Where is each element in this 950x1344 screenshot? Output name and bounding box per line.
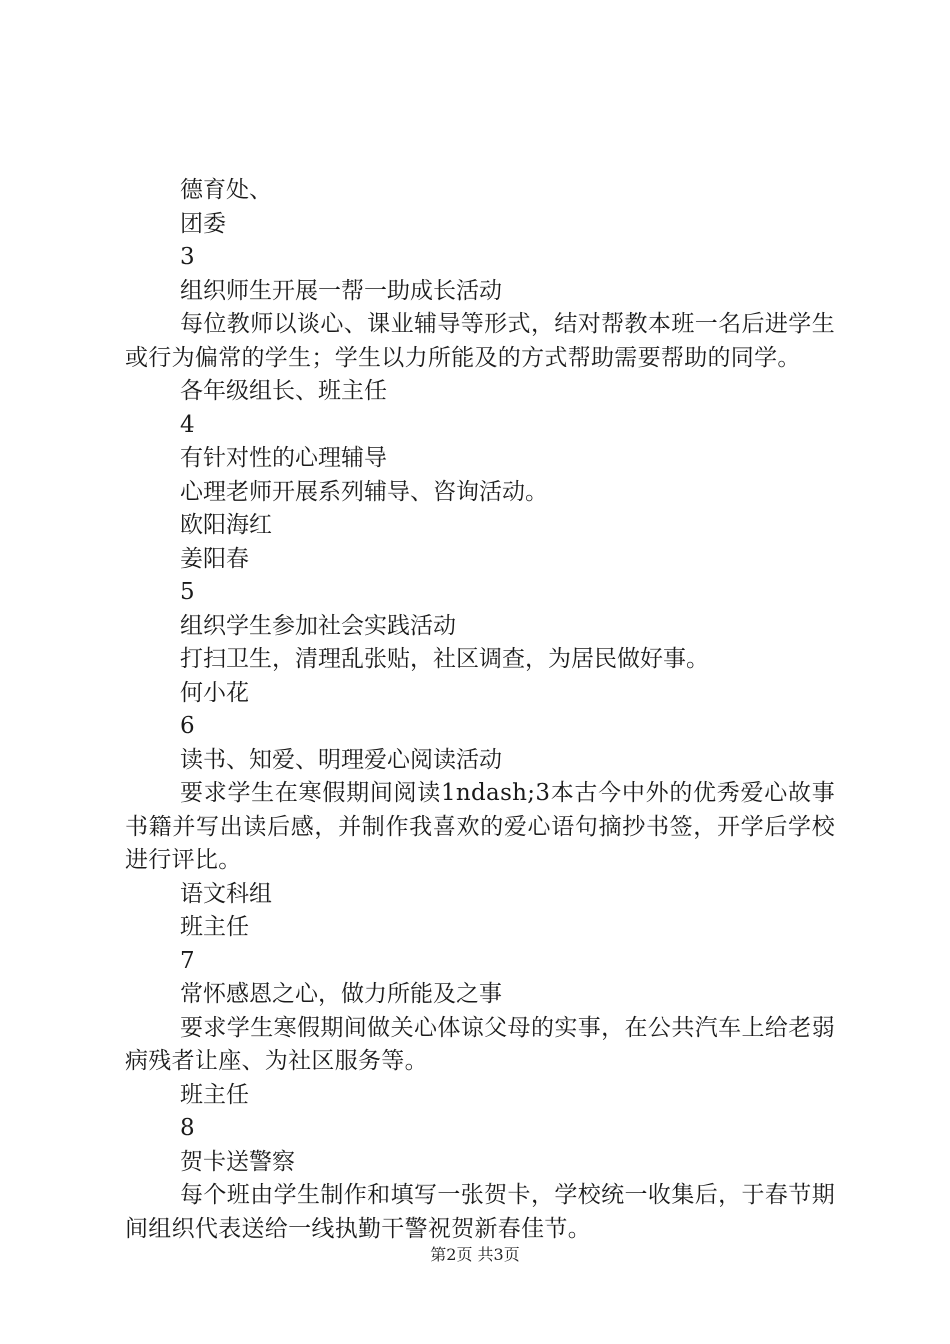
activity-title: 读书、知爱、明理爱心阅读活动 bbox=[180, 746, 502, 773]
responsible-person: 各年级组长、班主任 bbox=[180, 378, 387, 404]
page-footer: 第2页 共3页 bbox=[430, 1245, 520, 1264]
responsible-person: 班主任 bbox=[180, 914, 249, 940]
activity-description: 打扫卫生，清理乱张贴，社区调查，为居民做好事。 bbox=[180, 646, 709, 672]
activity-title: 组织学生参加社会实践活动 bbox=[180, 612, 456, 639]
activity-title: 组织师生开展一帮一助成长活动 bbox=[180, 277, 502, 304]
activity-description: 要求学生寒假期间做关心体谅父母的实事，在公共汽车上给老弱病残者让座、为社区服务等。 bbox=[125, 1014, 835, 1074]
activity-description: 要求学生在寒假期间阅读1ndash;3本古今中外的优秀爱心故事书籍并写出读后感，并制作我喜欢的爱心语句摘抄书签，开学后学校进行评比。 bbox=[125, 780, 835, 873]
document-body bbox=[125, 174, 835, 1246]
item-number: 6 bbox=[180, 713, 195, 739]
item-number: 8 bbox=[180, 1115, 195, 1141]
responsible-person: 班主任 bbox=[180, 1081, 249, 1108]
item-number: 4 bbox=[180, 411, 195, 438]
responsible-person: 姜阳春 bbox=[180, 545, 249, 572]
activity-description: 每个班由学生制作和填写一张贺卡，学校统一收集后，于春节期间组织代表送给一线执勤干警祝贺新春佳节。 bbox=[125, 1182, 835, 1242]
item-number: 5 bbox=[180, 579, 195, 605]
responsible-person: 语文科组 bbox=[180, 880, 272, 907]
responsible-dept: 德育处、 bbox=[180, 177, 272, 203]
responsible-person: 欧阳海红 bbox=[180, 512, 272, 538]
item-number: 3 bbox=[180, 244, 195, 270]
activity-title: 有针对性的心理辅导 bbox=[180, 445, 387, 471]
activity-title: 贺卡送警察 bbox=[180, 1148, 295, 1175]
responsible-person: 何小花 bbox=[180, 679, 249, 706]
activity-description: 每位教师以谈心、课业辅导等形式，结对帮教本班一名后进学生或行为偏常的学生；学生以力所能及的方式帮助需要帮助的同学。 bbox=[125, 311, 835, 371]
responsible-dept: 团委 bbox=[180, 210, 226, 237]
activity-title: 常怀感恩之心，做力所能及之事 bbox=[180, 981, 502, 1007]
item-number: 7 bbox=[180, 947, 195, 974]
activity-description: 心理老师开展系列辅导、咨询活动。 bbox=[180, 478, 548, 505]
